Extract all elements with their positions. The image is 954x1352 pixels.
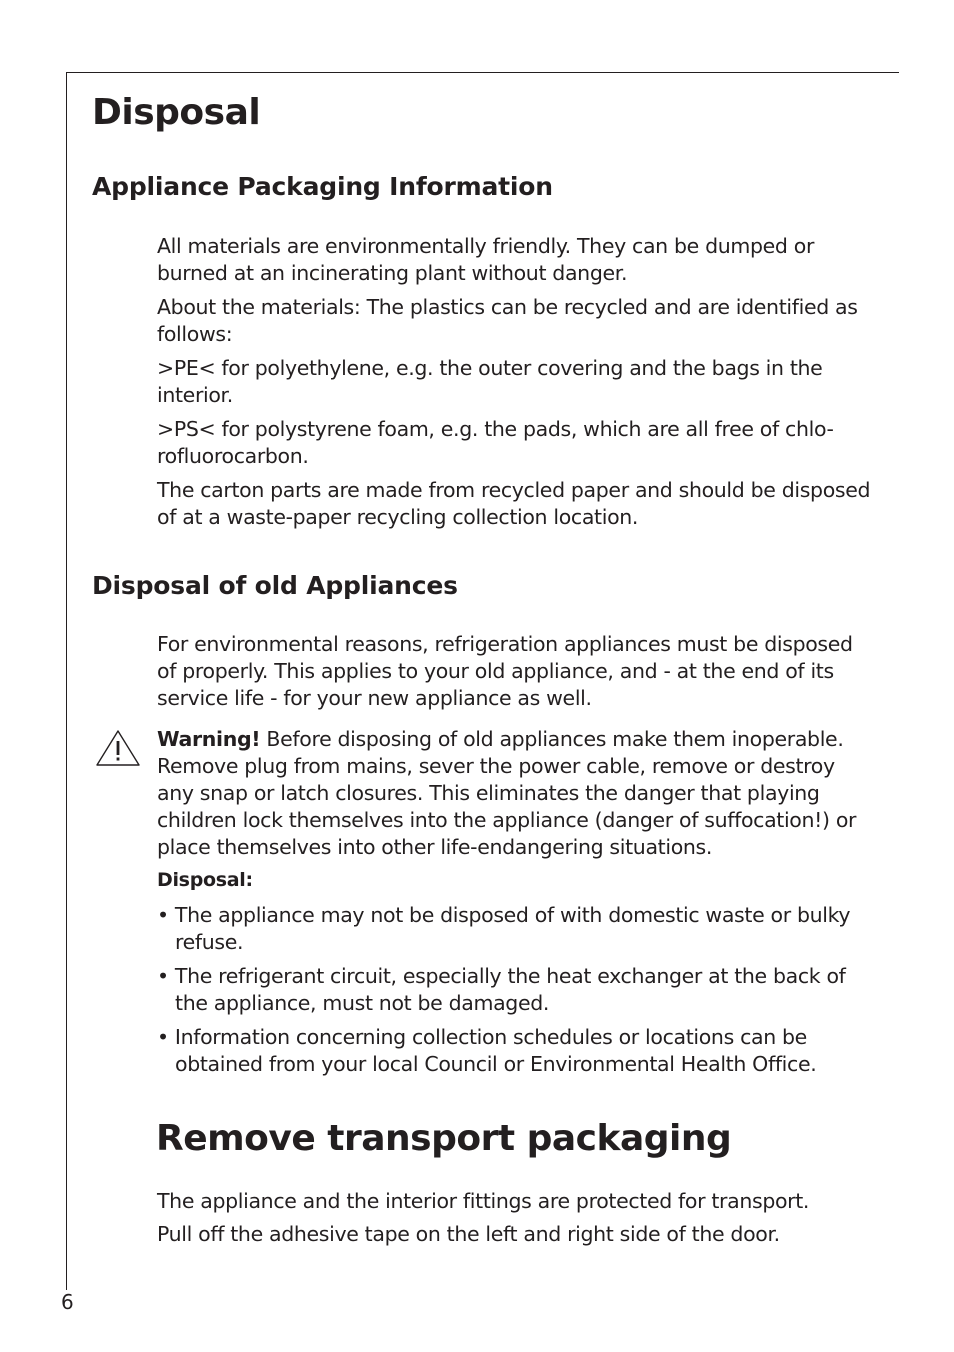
section-heading-transport: Remove transport packaging [156,1118,732,1159]
page-title: Disposal [92,92,261,133]
transport-paragraph-1: The appliance and the interior fittings are protected for transport. [157,1189,810,1213]
packaging-paragraph-2: About the materials: The plastics can be recycled and are identified as follows: [157,295,858,346]
disposal-bullet-1: • The appliance may not be disposed of with domestic waste or bulky refuse. [157,903,851,954]
disposal-subheading: Disposal: [157,869,253,891]
packaging-paragraph-3: >PE< for polyethylene, e.g. the outer covering and the bags in the interior. [157,356,823,407]
packaging-paragraph-5: The carton parts are made from recycled paper and should be disposed of at a waste-paper recycling collection location. [157,478,871,529]
disposal-bullet-3: • Information concerning collection schedules or locations can be obtained from your local Council or Environmental Health Office. [157,1025,817,1076]
section-heading-packaging: Appliance Packaging Information [92,172,553,201]
disposal-bullet-2: • The refrigerant circuit, especially the heat exchanger at the back of the appliance, must not be damaged. [157,964,846,1015]
old-appliances-intro: For environmental reasons, refrigeration appliances must be disposed of properly. This applies to your old appliance, and - at the end of its service life - for your new appliance as well. [157,632,853,710]
warning-paragraph [157,726,872,861]
warning-label: Warning! [157,727,261,751]
warning-icon [95,728,141,768]
page-number: 6 [61,1290,74,1314]
warning-text: Before disposing of old appliances make them inoperable. Remove plug from mains, sever the power cable, remove or destroy any snap or latch closures. This eliminates the danger that playing children lock themselves into the appliance (danger of suffocation!) or place themselves into other life-endangering situations. [157,727,857,859]
section-heading-old-appliances: Disposal of old Appliances [92,571,458,600]
left-rule [66,72,67,1290]
transport-paragraph-2: Pull off the adhesive tape on the left and right side of the door. [157,1222,780,1246]
packaging-paragraph-1: All materials are environmentally friendly. They can be dumped or burned at an incinerating plant without danger. [157,234,815,285]
packaging-paragraph-4: >PS< for polystyrene foam, e.g. the pads, which are all free of chlo-rofluorocarbon. [157,417,834,468]
top-rule [66,72,899,73]
